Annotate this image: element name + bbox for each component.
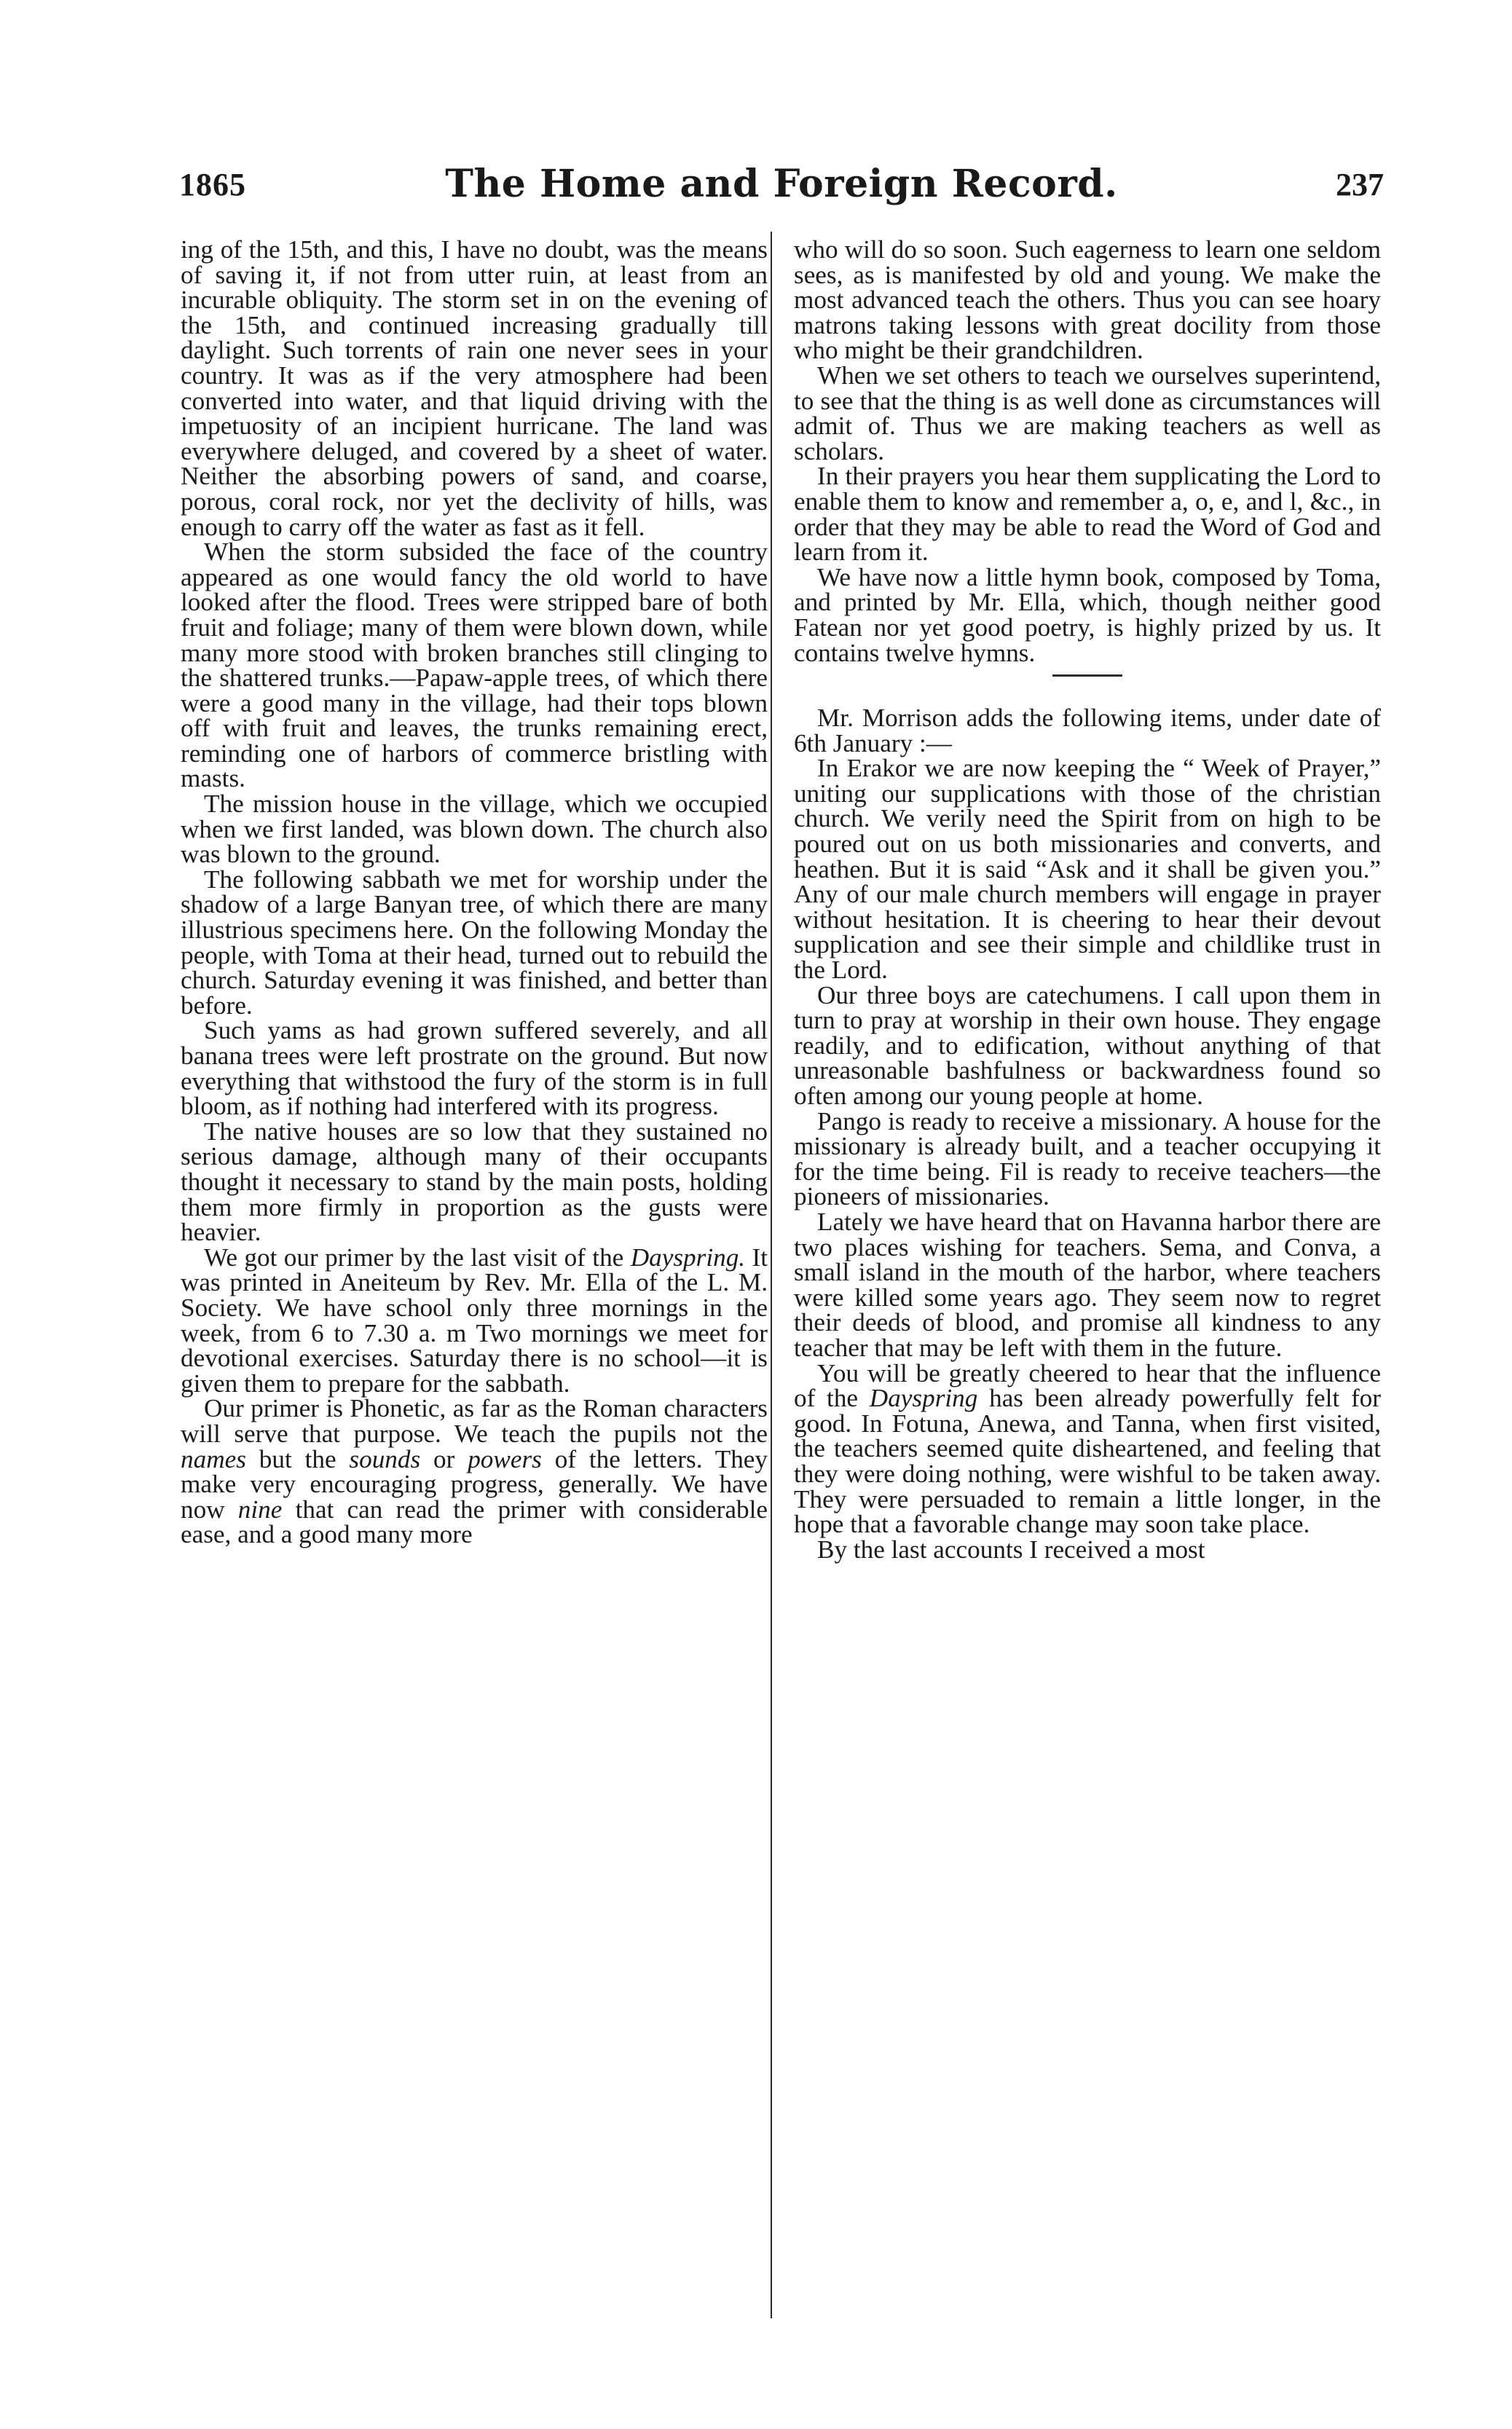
text-run: of the letters. They make very encouraging progress, generally. We have now — [181, 1444, 768, 1524]
ship-name: Dayspring — [869, 1384, 978, 1413]
ship-name: Dayspring. — [630, 1243, 746, 1272]
paragraph: ing of the 15th, and this, I have no doubt, was the means of saving it, if not from utter ruin, at least from an incurable obliquity. The storm set in on the evening of the 15th, and continued increasing gradually till daylight. Such torrents of rain one never sees in your country. It was as if the very atmosphere had been converted into water, and that liquid driving with the impetuosity of an incipient hurricane. The land was everywhere deluged, and covered by a sheet of water. Neither the absorbing powers of sand, and coarse, porous, coral rock, nor yet the declivity of hills, was enough to carry off the water as fast as it fell. — [181, 235, 768, 541]
paragraph: The following sabbath we met for worship under the shadow of a large Banyan tree, of which there are many illustrious specimens here. On the following Monday the people, with Toma at their head, turned out to rebuild the church. Saturday evening it was finished, and better than before. — [181, 865, 768, 1020]
text-run: We got our primer by the last visit of the — [204, 1243, 631, 1272]
left-column — [181, 237, 768, 1548]
page-number: 237 — [1336, 167, 1384, 202]
paragraph: Such yams as had grown suffered severely, and all banana trees were left prostrate on the ground. But now everything that withstood the fury of the storm is in full bloom, as if nothing had interfered with its progress. — [181, 1016, 768, 1121]
text-run: but the — [245, 1444, 350, 1473]
paragraph: Lately we have heard that on Havanna harbor there are two places wishing for teachers. Sema, and Conva, a small island in the mouth of the harbor, where teachers were killed some years ago. They seem now to regret their deeds of blood, and promise all kindness to any teacher that may be left with them in the future. — [794, 1207, 1381, 1362]
paragraph: Our three boys are catechumens. I call upon them in turn to pray at worship in their own house. They engage readily, and to edification, without anything of that unreasonable bashfulness or backwardness found so often among our young people at home. — [794, 980, 1381, 1110]
paragraph: The mission house in the village, which we occupied when we first landed, was blown down. The church also was blown to the ground. — [181, 790, 768, 869]
paragraph — [181, 1245, 768, 1397]
text-run: You will be greatly cheered to hear that the influence of the — [794, 1358, 1381, 1413]
text-run: It was printed in Aneiteum by Rev. Mr. Ella of the L. M. Society. We have school only three mornings in the week, from 6 to 7.30 a. m Two mornings we meet for devotional exercises. Saturday there is no school—it is given them to prepare for the sabbath. — [181, 1243, 768, 1398]
section-separator — [1052, 674, 1122, 677]
paragraph — [181, 1396, 768, 1548]
text-run: Our primer is Phonetic, as far as the Roman characters will serve that purpose. We teach the pupils not the — [181, 1394, 768, 1448]
right-column — [794, 237, 1381, 1562]
italic-word: names — [181, 1444, 246, 1473]
paragraph: The native houses are so low that they sustained no serious damage, although many of their occupants thought it necessary to stand by the main posts, holding them more firmly in proportion as the gusts were heavier. — [181, 1117, 768, 1247]
paragraph — [794, 1358, 1381, 1539]
paragraph: Mr. Morrison adds the following items, under date of 6th January :— — [794, 704, 1381, 757]
italic-word: powers — [468, 1444, 542, 1473]
paragraph: When we set others to teach we ourselves superintend, to see that the thing is as well done as circumstances will admit of. Thus we are making teachers as well as scholars. — [794, 361, 1381, 465]
italic-word: sounds — [349, 1444, 421, 1473]
paragraph: In Erakor we are now keeping the “ Week of Prayer,” uniting our supplications with those of the christian church. We verily need the Spirit from on high to be poured out on us both missionaries and converts, and heathen. But it is said “Ask and it shall be given you.” Any of our male church members will engage in prayer without hesitation. It is cheering to hear their devout supplication and see their simple and childlike trust in the Lord. — [794, 754, 1381, 985]
column-divider — [771, 232, 772, 2318]
paragraph: We have now a little hymn book, composed by Toma, and printed by Mr. Ella, which, though neither good Fatean nor yet good poetry, is highly prized by us. It contains twelve hymns. — [794, 562, 1381, 667]
text-run: or — [420, 1444, 468, 1473]
paragraph: When the storm subsided the face of the country appeared as one would fancy the old world to have looked after the flood. Trees were stripped bare of both fruit and foliage; many of them were blown down, while many more stood with broken branches still clinging to the shattered trunks.—Papaw-apple trees, of which there were a good many in the village, had their tops blown off with fruit and leaves, the trunks remaining erect, reminding one of harbors of commerce bristling with masts. — [181, 538, 768, 793]
text-run: that can read the primer with considerable ease, and a good many more — [181, 1495, 768, 1549]
italic-word: nine — [237, 1495, 283, 1524]
paragraph: In their prayers you hear them supplicating the Lord to enable them to know and remember a, o, e, and l, &c., in order that they may be able to read the Word of God and learn from it. — [794, 462, 1381, 567]
journal-title: The Home and Foreign Record. — [445, 162, 1118, 206]
paragraph: By the last accounts I received a most — [817, 1535, 1205, 1564]
running-head — [179, 162, 1384, 213]
paragraph: Pango is ready to receive a missionary. A house for the missionary is already built, and a teacher occupying it for the time being. Fil is ready to receive teachers—the pioneers of missionaries. — [794, 1106, 1381, 1211]
header-year: 1865 — [179, 167, 246, 202]
text-run: has been already powerfully felt for good. In Fotuna, Anewa, and Tanna, when first visited, the teachers seemed quite disheartened, and feeling that they were doing nothing, were wishful to be taken away. They were persuaded to remain a little longer, in the hope that a favorable change may soon take place. — [794, 1384, 1381, 1539]
paragraph: who will do so soon. Such eagerness to learn one seldom sees, as is manifested by old and young. We make the most advanced teach the others. Thus you can see hoary matrons taking lessons with great docility from those who might be their grandchildren. — [794, 235, 1381, 365]
